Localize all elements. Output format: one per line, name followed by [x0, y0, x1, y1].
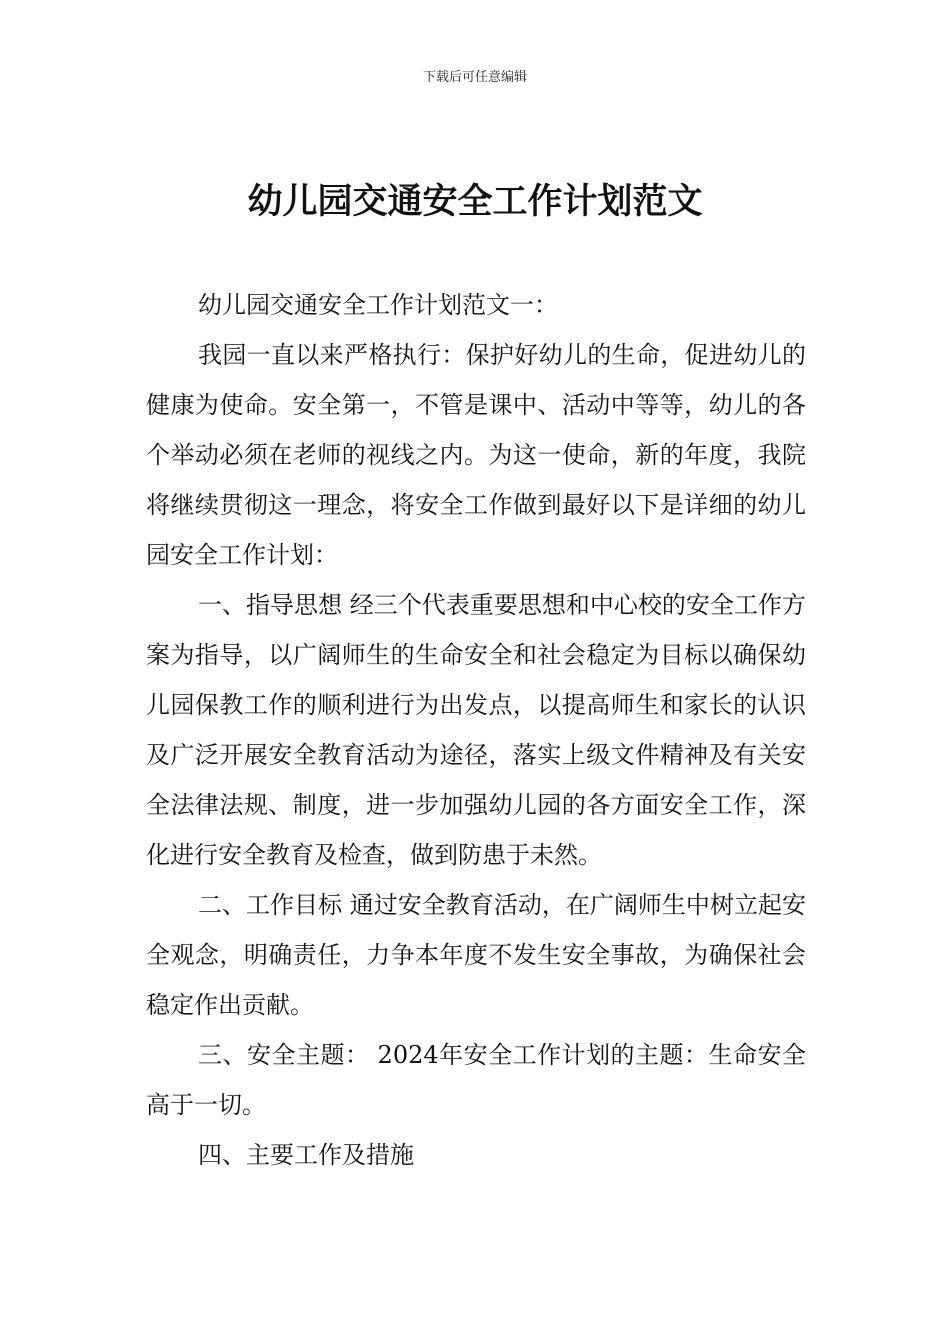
paragraph-safety-theme: 三、安全主题： 2024年安全工作计划的主题：生命安全高于一切。 — [146, 1041, 806, 1119]
paragraph-intro: 幼儿园交通安全工作计划范文一： — [198, 291, 558, 319]
document-body — [146, 280, 806, 1180]
paragraph-mission: 我园一直以来严格执行：保护好幼儿的生命，促进幼儿的健康为使命。安全第一，不管是课中、活动中等等，幼儿的各个举动必须在老师的视线之内。为这一使命，新的年度，我院将继续贯彻这一理念，将安全工作做到最好以下是详细的幼儿园安全工作计划： — [146, 341, 806, 569]
paragraph-work-goal: 二、工作目标 通过安全教育活动，在广阔师生中树立起安全观念，明确责任，力争本年度不发生安全事故，为确保社会稳定作出贡献。 — [146, 891, 806, 1019]
paragraph-main-work: 四、主要工作及措施 — [198, 1141, 414, 1169]
paragraph-guiding-thought: 一、指导思想 经三个代表重要思想和中心校的安全工作方案为指导，以广阔师生的生命安全和社会稳定为目标以确保幼儿园保教工作的顺利进行为出发点，以提高师生和家长的认识及广泛开展安全教育活动为途径，落实上级文件精神及有关安全法律法规、制度，进一步加强幼儿园的各方面安全工作，深化进行安全教育及检查，做到防患于未然。 — [146, 591, 806, 869]
document-title: 幼儿园交通安全工作计划范文 — [247, 182, 703, 222]
header-note: 下载后可任意编辑 — [422, 70, 527, 85]
